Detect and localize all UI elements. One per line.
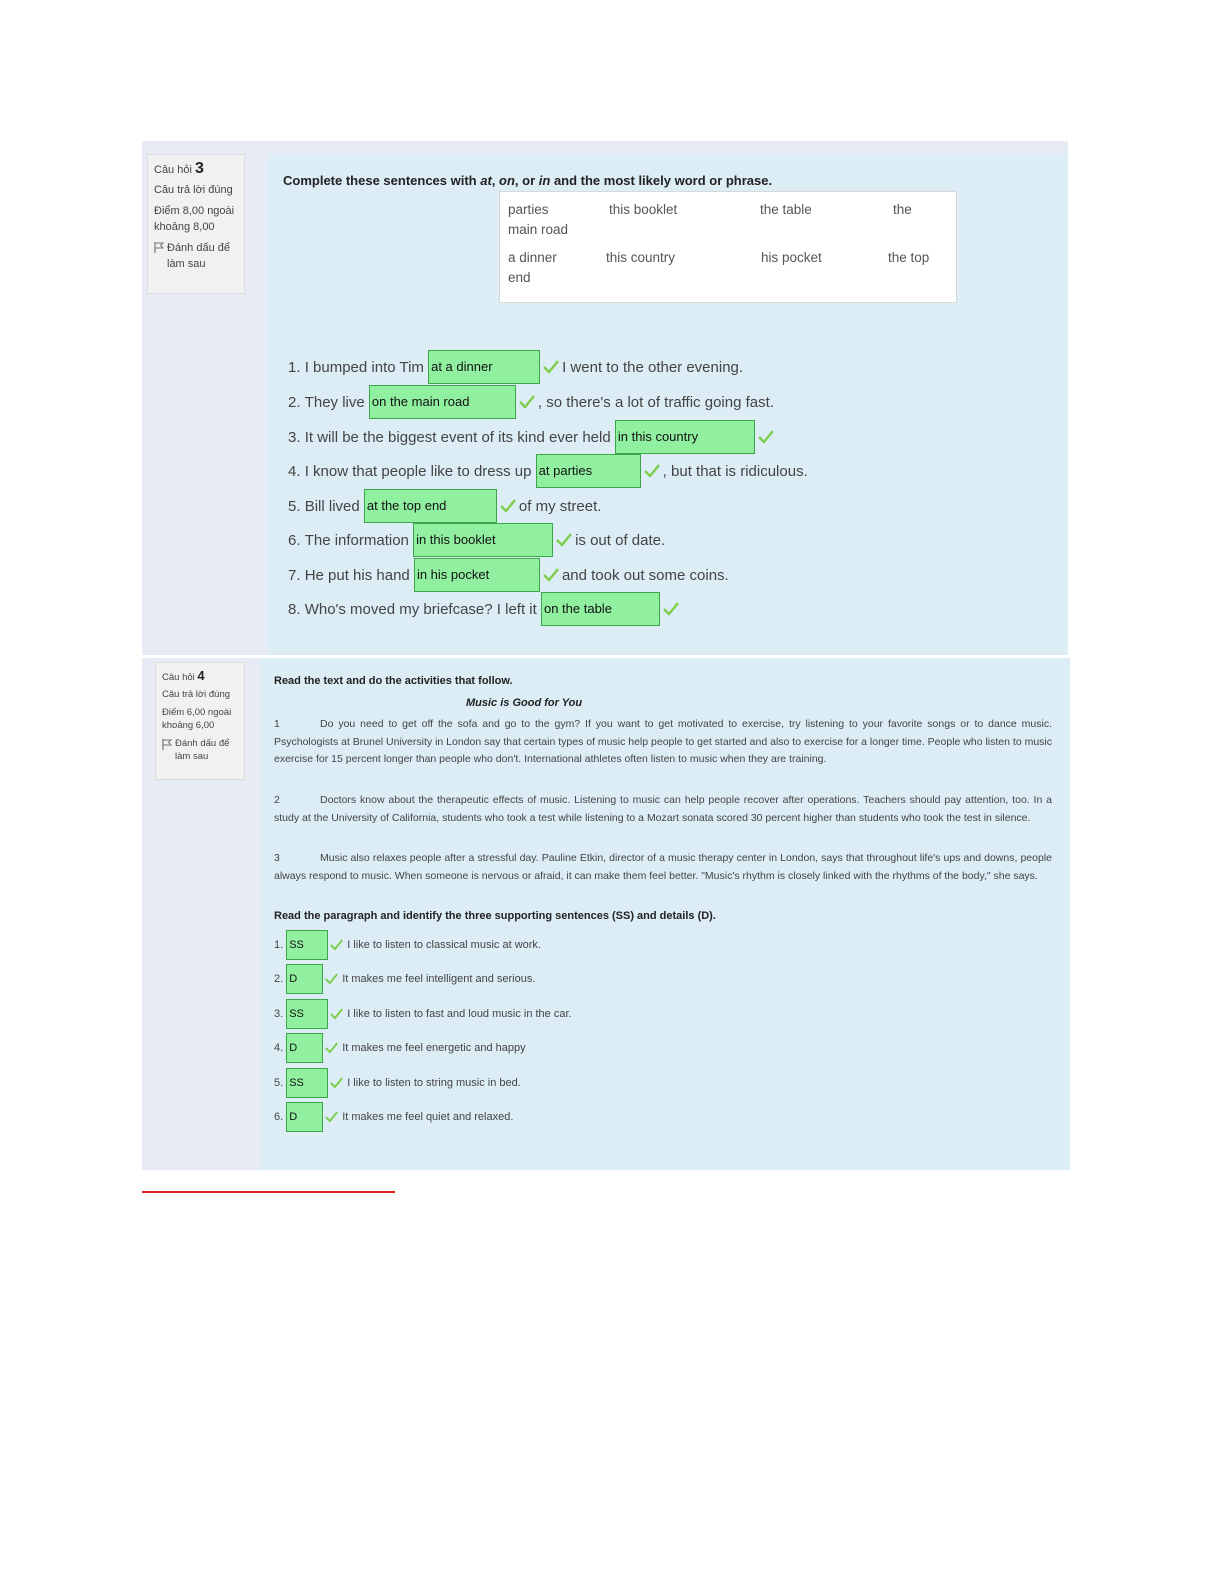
passage-paragraph: 1 Do you need to get off the sofa and go to the gym? If you want to get motivated to exercise, try listening to your favorite songs or to dance music. Psychologists at Brunel University in London say that certain types of music help people to get started and also to exercise for a longer time. People who listen to music exercise for 15 percent longer than people who don't. International athletes often listen to music when they are training. — [274, 718, 1052, 765]
question-4 — [142, 658, 1070, 1170]
check-icon — [556, 533, 572, 547]
identify-item: 5. SS I like to listen to string music in bed. — [274, 1068, 521, 1098]
word-option: parties — [508, 202, 549, 217]
identify-item: 1. SS I like to listen to classical music at work. — [274, 930, 541, 960]
sentence-item: 5. Bill lived at the top end of my street. — [288, 489, 601, 523]
word-option: main road — [508, 222, 569, 237]
sentence-item: 7. He put his hand in his pocket and took out some coins. — [288, 558, 729, 592]
sentence-item: 2. They live on the main road , so there's a lot of traffic going fast. — [288, 385, 774, 419]
check-icon — [330, 1008, 343, 1020]
answer-input[interactable]: at a dinner — [428, 350, 540, 384]
check-icon — [330, 1077, 343, 1089]
question-info — [155, 662, 245, 780]
answer-input[interactable]: in his pocket — [414, 558, 540, 592]
question-instruction: Read the text and do the activities that follow. — [274, 675, 513, 687]
check-icon — [330, 939, 343, 951]
check-icon — [543, 360, 559, 374]
identify-item: 2. D It makes me feel intelligent and serious. — [274, 964, 535, 994]
check-icon — [500, 499, 516, 513]
check-icon — [519, 395, 535, 409]
answer-select[interactable]: SS — [286, 930, 328, 960]
sentence-item: 4. I know that people like to dress up at parties , but that is ridiculous. — [288, 454, 808, 488]
answer-select[interactable]: D — [286, 1033, 323, 1063]
flag-label: Đánh dấu để làm sau — [175, 738, 230, 762]
sentence-item: 8. Who's moved my briefcase? I left it on the table — [288, 592, 682, 626]
question-number: 4 — [197, 668, 205, 683]
word-option: this booklet — [609, 202, 678, 217]
word-option: the top — [888, 250, 930, 265]
word-option: the table — [760, 202, 812, 217]
flag-icon — [162, 739, 172, 750]
question-label: Câu hỏi — [154, 164, 192, 176]
identify-item: 6. D It makes me feel quiet and relaxed. — [274, 1102, 513, 1132]
question-label: Câu hỏi — [162, 672, 195, 683]
sentence-item: 3. It will be the biggest event of its kind ever held in this country — [288, 420, 777, 454]
answer-select[interactable]: SS — [286, 1068, 328, 1098]
word-option: this country — [606, 250, 676, 265]
answer-select[interactable]: D — [286, 1102, 323, 1132]
question-content — [267, 154, 1068, 655]
answer-select[interactable]: D — [286, 964, 323, 994]
check-icon — [758, 430, 774, 444]
word-option: a dinner — [508, 250, 557, 265]
question-content — [260, 658, 1070, 1170]
answer-input[interactable]: at parties — [536, 454, 641, 488]
answer-input[interactable]: on the table — [541, 592, 660, 626]
answer-input[interactable]: in this country — [615, 420, 755, 454]
check-icon — [325, 973, 338, 985]
question-instruction: Complete these sentences with at, on, or in and the most likely word or phrase. — [283, 173, 773, 188]
flag-icon — [154, 242, 164, 253]
check-icon — [325, 1042, 338, 1054]
question-number: 3 — [194, 160, 204, 177]
question-instruction-2: Read the paragraph and identify the three supporting sentences (SS) and details (D). — [274, 910, 716, 922]
flag-question-link[interactable] — [162, 737, 238, 763]
sentence-item: 1. I bumped into Tim at a dinner I went to the other evening. — [288, 350, 743, 384]
red-separator-line — [142, 1191, 395, 1193]
identify-item: 3. SS I like to listen to fast and loud music in the car. — [274, 999, 572, 1029]
grade-text: Điểm 8,00 ngoài khoảng 8,00 — [154, 205, 235, 233]
question-info — [147, 154, 245, 294]
flag-label: Đánh dấu để làm sau — [167, 242, 230, 270]
answer-select[interactable]: SS — [286, 999, 328, 1029]
check-icon — [663, 602, 679, 616]
check-icon — [325, 1111, 338, 1123]
answer-status: Câu trả lời đúng — [154, 184, 233, 196]
question-3 — [142, 141, 1068, 655]
check-icon — [543, 568, 559, 582]
answer-status: Câu trả lời đúng — [162, 689, 231, 700]
identify-item: 4. D It makes me feel energetic and happy — [274, 1033, 526, 1063]
passage-paragraph: 3 Music also relaxes people after a stressful day. Pauline Etkin, director of a music therapy center in London, says that throughout life's ups and downs, people always respond to music. When someone is nervous or afraid, it can make them feel better. "Music's rhythm is closely linked with the rhythms of the body," she says. — [274, 852, 1052, 882]
sentence-item: 6. The information in this booklet is out of date. — [288, 523, 665, 557]
grade-text: Điểm 6,00 ngoài khoảng 6,00 — [162, 707, 232, 731]
answer-input[interactable]: in this booklet — [413, 523, 553, 557]
word-box — [499, 191, 957, 303]
answer-input[interactable]: on the main road — [369, 385, 516, 419]
check-icon — [644, 464, 660, 478]
word-option: end — [508, 270, 531, 285]
word-option: the — [893, 202, 912, 217]
word-option: his pocket — [761, 250, 822, 265]
passage-title: Music is Good for You — [466, 697, 583, 709]
passage-paragraph: 2 Doctors know about the therapeutic effects of music. Listening to music can help people recover after operations. Teachers should pay attention, too. In a study at the University of California, students who took a test while listening to a Mozart sonata scored 30 percent higher than students who took the test in silence. — [274, 794, 1052, 824]
flag-question-link[interactable] — [154, 240, 238, 272]
answer-input[interactable]: at the top end — [364, 489, 497, 523]
